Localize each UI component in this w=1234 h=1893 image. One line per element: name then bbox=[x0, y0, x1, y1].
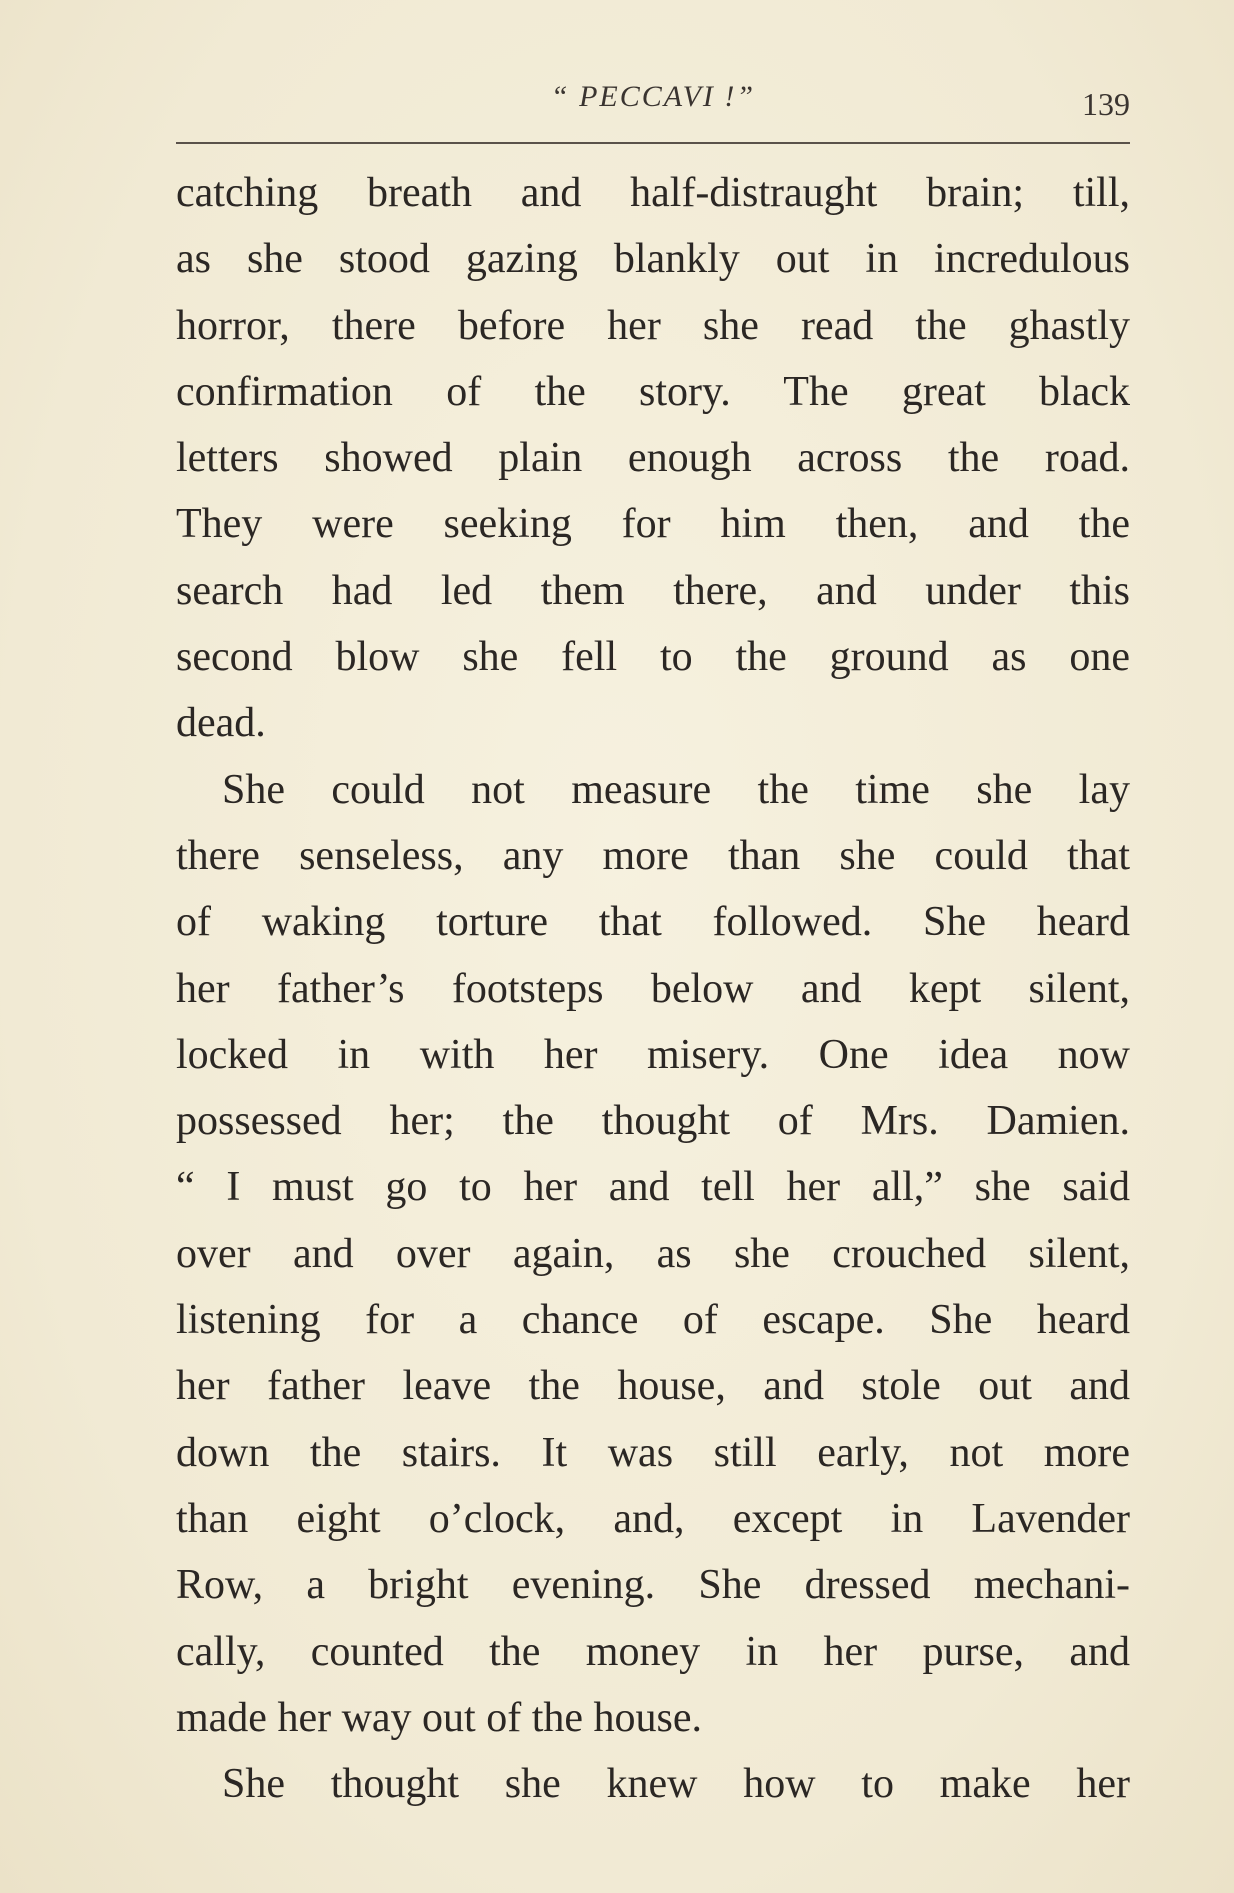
text-line: Row, a bright evening. She dressed mechani- bbox=[176, 1562, 1130, 1609]
text-line: as she stood gazing blankly out in incredulous bbox=[176, 236, 1130, 283]
text-line: search had led them there, and under this bbox=[176, 567, 1130, 614]
text-line: She could not measure the time she lay bbox=[222, 766, 1130, 813]
text-line: letters showed plain enough across the road. bbox=[176, 435, 1130, 482]
text-line: listening for a chance of escape. She heard bbox=[176, 1297, 1130, 1344]
text-line: over and over again, as she crouched silent, bbox=[176, 1230, 1130, 1277]
text-line: her father leave the house, and stole out and bbox=[176, 1363, 1130, 1410]
text-line: confirmation of the story. The great black bbox=[176, 368, 1130, 415]
text-line: down the stairs. It was still early, not more bbox=[176, 1429, 1130, 1476]
running-title: “ PECCAVI !” bbox=[550, 80, 756, 113]
header-rule bbox=[176, 142, 1130, 144]
text-line: “ I must go to her and tell her all,” she said bbox=[176, 1164, 1130, 1211]
text-line: made her way out of the house. bbox=[176, 1694, 703, 1741]
text-line: She thought she knew how to make her bbox=[222, 1761, 1130, 1808]
text-line: second blow she fell to the ground as one bbox=[176, 634, 1130, 681]
text-line: her father’s footsteps below and kept silent, bbox=[176, 965, 1130, 1012]
text-line: They were seeking for him then, and the bbox=[176, 501, 1130, 548]
text-line: horror, there before her she read the ghastly bbox=[176, 302, 1130, 349]
text-line: dead. bbox=[176, 700, 266, 747]
text-line: catching breath and half-distraught brain; till, bbox=[176, 170, 1130, 216]
text-line: there senseless, any more than she could that bbox=[176, 832, 1130, 879]
text-line: locked in with her misery. One idea now bbox=[176, 1031, 1130, 1078]
text-line: possessed her; the thought of Mrs. Damien. bbox=[176, 1098, 1130, 1145]
body-text bbox=[176, 160, 1130, 1817]
text-line: cally, counted the money in her purse, and bbox=[176, 1628, 1130, 1675]
text-line: of waking torture that followed. She heard bbox=[176, 899, 1130, 946]
running-head bbox=[176, 76, 1130, 126]
page-number: 139 bbox=[1082, 86, 1130, 122]
text-line: than eight o’clock, and, except in Lavender bbox=[176, 1495, 1130, 1542]
